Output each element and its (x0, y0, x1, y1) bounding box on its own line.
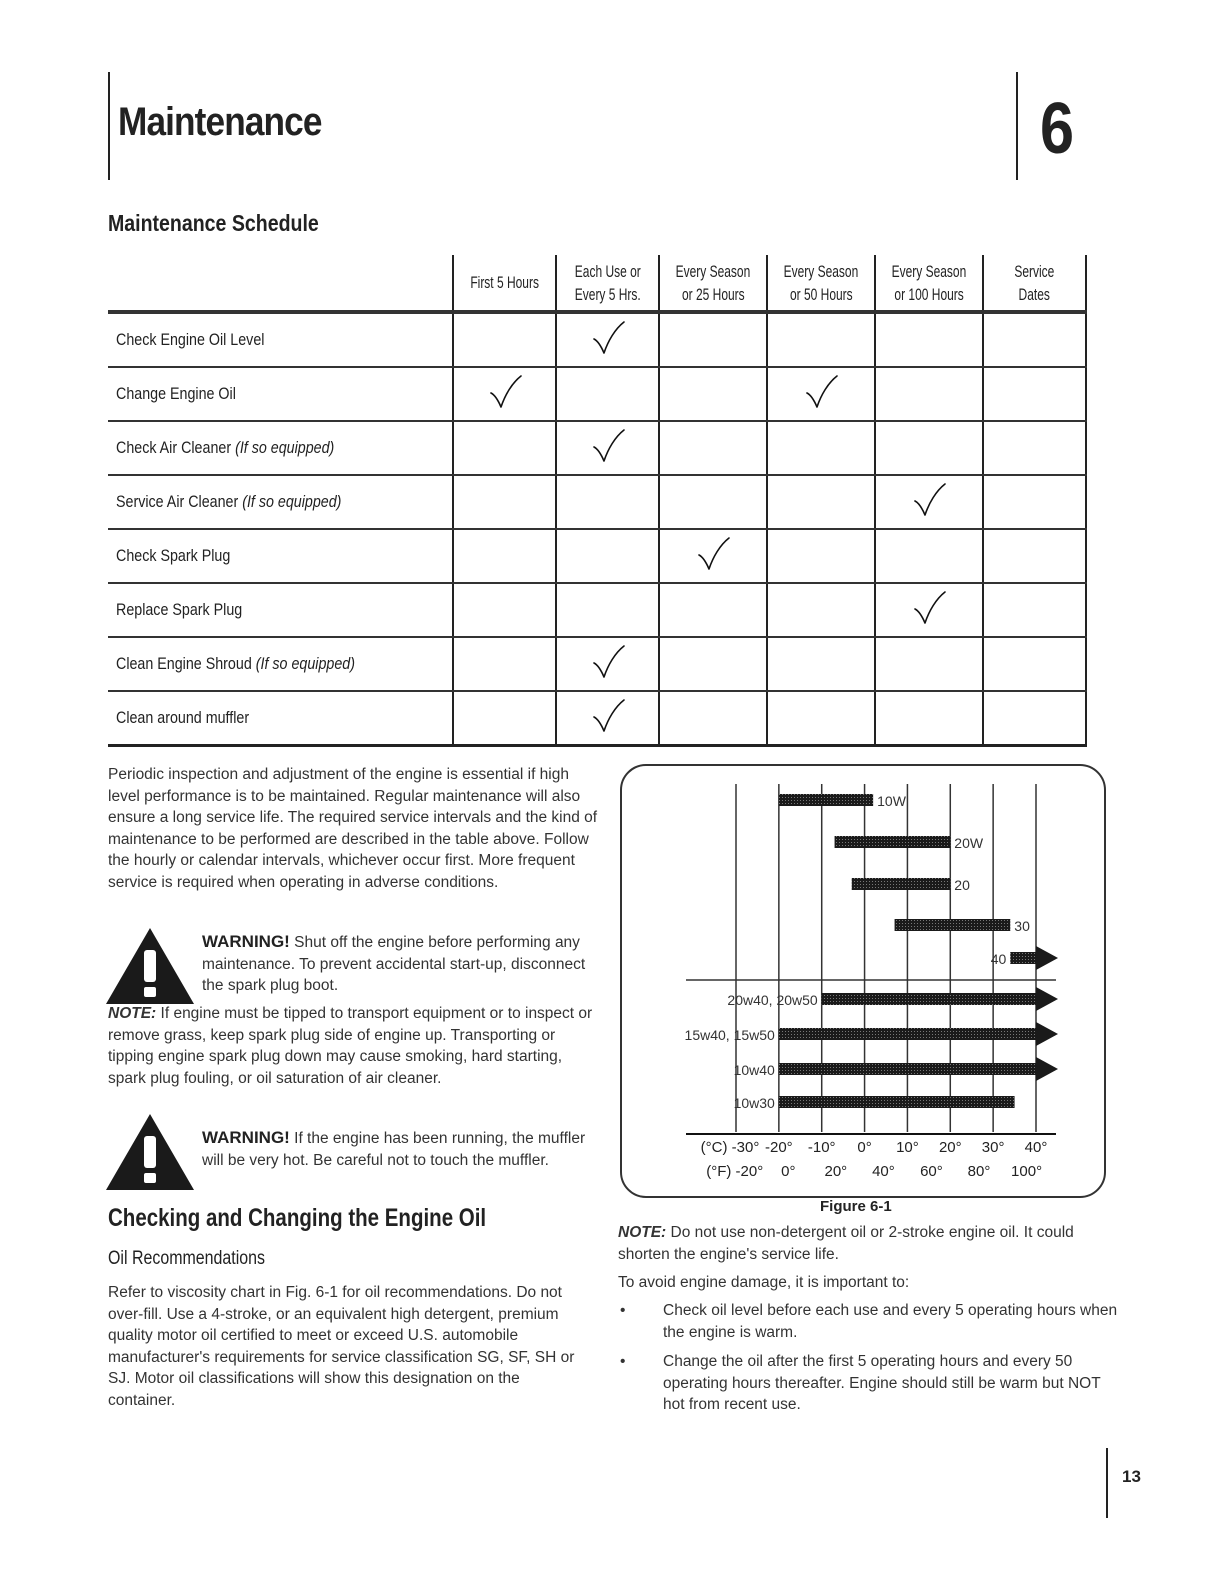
schedule-cell (659, 583, 767, 637)
header-line: Every Season (783, 261, 859, 281)
check-mark-icon (909, 481, 949, 519)
warning-1 (202, 931, 597, 997)
title-divider (108, 72, 110, 180)
schedule-cell (875, 529, 983, 583)
schedule-cell (767, 312, 875, 367)
schedule-cell (659, 691, 767, 746)
check-mark-icon (485, 373, 525, 411)
schedule-cell (983, 421, 1086, 475)
table-header-col-2 (556, 255, 659, 312)
chapter-number: 6 (1040, 89, 1075, 169)
fahrenheit-tick-label: 40° (872, 1163, 895, 1180)
bullet-dot: • (620, 1353, 626, 1370)
bar-20 (852, 878, 951, 890)
schedule-cell (453, 637, 556, 691)
note-1-text: If engine must be tipped to transport equipment or to inspect or remove grass, keep spark plug side of engine up. Transporting or tipping engine spark plug down may cause smoking, hard starting, spark plug fouling, or oil saturation of air cleaner. (108, 1005, 593, 1087)
note-2-label: NOTE: (618, 1224, 667, 1241)
schedule-cell (659, 312, 767, 367)
schedule-cell (659, 421, 767, 475)
bar-10w40 (779, 1063, 1036, 1075)
schedule-cell (556, 691, 659, 746)
table-row (108, 312, 1086, 367)
schedule-cell (659, 367, 767, 421)
task-cell (108, 421, 453, 475)
bar-20w (835, 836, 951, 848)
task-cell (108, 475, 453, 529)
schedule-cell (983, 637, 1086, 691)
schedule-cell (453, 691, 556, 746)
task-note: (If so equipped) (255, 654, 355, 673)
check-mark-icon (588, 643, 628, 681)
bar-40 (1010, 952, 1036, 964)
task-label: Check Engine Oil Level (116, 330, 265, 349)
schedule-cell (983, 529, 1086, 583)
schedule-cell (556, 583, 659, 637)
task-cell (108, 367, 453, 421)
header-line: First 5 Hours (470, 273, 539, 292)
bar-15w40-15w50 (779, 1028, 1036, 1040)
fahrenheit-tick-label: (°F) -20° (706, 1163, 764, 1180)
schedule-cell (767, 583, 875, 637)
page-number: 13 (1122, 1467, 1141, 1486)
task-label: Check Spark Plug (116, 546, 231, 565)
warning-triangle-icon (104, 1112, 196, 1192)
warning-1-label: WARNING! (202, 932, 290, 951)
oil-recommendations-subheading: Oil Recommendations (108, 1248, 266, 1269)
bar-10w (779, 794, 873, 806)
list-item-text: Check oil level before each use and every 5 operating hours when the engine is warm. (663, 1302, 1118, 1341)
damage-intro: To avoid engine damage, it is important to: (618, 1274, 910, 1291)
warning-1-text: Shut off the engine before performing any maintenance. To prevent accidental start-up, disconnect the spark plug boot. (202, 934, 586, 994)
schedule-cell (875, 637, 983, 691)
task-cell (108, 691, 453, 746)
list-item (618, 1351, 1118, 1416)
damage-bullet-list (618, 1300, 1118, 1424)
schedule-cell (556, 529, 659, 583)
bar-30 (895, 919, 1011, 931)
schedule-cell (983, 367, 1086, 421)
series-label: 40 (990, 951, 1007, 967)
header-line: Every 5 Hrs. (574, 284, 641, 304)
check-mark-icon (801, 373, 841, 411)
schedule-cell (453, 421, 556, 475)
note-2 (618, 1222, 1108, 1265)
arrow-head-icon (1036, 1022, 1058, 1046)
celsius-tick-label: 40° (1024, 1139, 1048, 1156)
task-cell (108, 529, 453, 583)
fahrenheit-tick-label: 100° (1011, 1163, 1043, 1180)
bullet-dot: • (620, 1302, 626, 1319)
schedule-cell (453, 367, 556, 421)
table-header-col-3 (659, 255, 767, 312)
schedule-cell (767, 529, 875, 583)
task-label: Change Engine Oil (116, 384, 236, 403)
warning-2-label: WARNING! (202, 1128, 290, 1147)
figure-caption: Figure 6-1 (820, 1198, 892, 1215)
bar-20w40-20w50 (822, 993, 1036, 1005)
check-mark-icon (588, 319, 628, 357)
header-line: or 50 Hours (789, 284, 853, 304)
schedule-cell (875, 312, 983, 367)
schedule-cell (453, 475, 556, 529)
table-header-col-6 (983, 255, 1086, 312)
header-line: Every Season (675, 261, 751, 281)
task-label: Replace Spark Plug (116, 600, 243, 619)
schedule-cell (453, 583, 556, 637)
arrow-head-icon (1036, 987, 1058, 1011)
celsius-tick-label: 0° (857, 1139, 872, 1156)
note-2-text: Do not use non-detergent oil or 2-stroke engine oil. It could shorten the engine's service life. (618, 1224, 1074, 1263)
series-label: 10w40 (733, 1062, 775, 1078)
celsius-tick-label: 20° (938, 1139, 962, 1156)
schedule-cell (767, 475, 875, 529)
schedule-cell (767, 421, 875, 475)
celsius-tick-label: -10° (807, 1139, 836, 1156)
arrow-head-icon (1036, 1057, 1058, 1081)
schedule-cell (659, 637, 767, 691)
celsius-tick-label: 10° (896, 1139, 919, 1156)
schedule-cell (875, 421, 983, 475)
fahrenheit-tick-label: 20° (824, 1163, 848, 1180)
table-row (108, 691, 1086, 746)
header-line: Each Use or (574, 261, 641, 281)
task-cell (108, 583, 453, 637)
series-label: 30 (1014, 918, 1030, 934)
celsius-tick-label: 30° (981, 1139, 1005, 1156)
schedule-cell (875, 583, 983, 637)
check-mark-icon (909, 589, 949, 627)
task-cell (108, 637, 453, 691)
series-label: 20 (954, 877, 970, 893)
header-line: Dates (1018, 284, 1050, 304)
table-row (108, 529, 1086, 583)
check-mark-icon (693, 535, 733, 573)
series-label: 20w40, 20w50 (727, 992, 818, 1008)
chapter-divider (1016, 72, 1018, 180)
celsius-tick-label: (°C) -30° (700, 1139, 760, 1156)
schedule-cell (453, 312, 556, 367)
check-mark-icon (588, 697, 628, 735)
schedule-heading: Maintenance Schedule (108, 210, 319, 236)
page-title: Maintenance (118, 100, 322, 144)
header-line: Every Season (891, 261, 966, 281)
task-label: Clean around muffler (116, 708, 250, 727)
arrow-head-icon (1036, 946, 1058, 970)
table-row (108, 637, 1086, 691)
task-note: (If so equipped) (242, 492, 342, 511)
table-header-col-4 (767, 255, 875, 312)
series-label: 10w30 (733, 1095, 775, 1111)
table-row (108, 421, 1086, 475)
schedule-cell (767, 691, 875, 746)
fahrenheit-tick-label: 80° (967, 1163, 991, 1180)
list-item-text: Change the oil after the first 5 operating hours and every 50 operating hours thereafter. Engine should still be warm but NOT hot from recent use. (663, 1353, 1101, 1413)
task-label: Service Air Cleaner (116, 492, 239, 511)
note-1-label: NOTE: (108, 1005, 157, 1022)
page-number-divider (1106, 1448, 1108, 1518)
task-label: Clean Engine Shroud (116, 654, 252, 673)
schedule-cell (875, 475, 983, 529)
schedule-cell (983, 312, 1086, 367)
check-mark-icon (588, 427, 628, 465)
table-header-col-5 (875, 255, 983, 312)
viscosity-chart (620, 764, 1106, 1198)
table-row (108, 367, 1086, 421)
table-header-blank (108, 255, 453, 312)
schedule-cell (453, 529, 556, 583)
schedule-cell (556, 421, 659, 475)
schedule-cell (659, 529, 767, 583)
schedule-cell (659, 475, 767, 529)
note-1 (108, 1003, 598, 1089)
schedule-cell (767, 637, 875, 691)
task-cell (108, 312, 453, 367)
intro-paragraph: Periodic inspection and adjustment of the engine is essential if high level performance is to be maintained. Regular maintenance will also ensure a long service life. The required service intervals and the kind of maintenance to be performed are described in the table above. Follow the hourly or calendar intervals, whichever occur first. More frequent service is required when operating in adverse conditions. (108, 766, 598, 891)
schedule-cell (556, 475, 659, 529)
header-line: or 25 Hours (681, 284, 745, 304)
schedule-cell (556, 312, 659, 367)
task-note: (If so equipped) (235, 438, 335, 457)
warning-2-text: If the engine has been running, the muffler will be very hot. Be careful not to touch the muffler. (202, 1130, 586, 1169)
schedule-cell (983, 583, 1086, 637)
fahrenheit-tick-label: 60° (920, 1163, 943, 1180)
schedule-cell (875, 367, 983, 421)
schedule-cell (983, 691, 1086, 746)
series-label: 15w40, 15w50 (684, 1027, 775, 1043)
header-line: Service (1014, 261, 1055, 281)
header-line: or 100 Hours (893, 284, 964, 304)
fahrenheit-tick-label: 0° (781, 1163, 796, 1180)
schedule-cell (875, 691, 983, 746)
series-label: 20W (954, 835, 984, 851)
task-label: Check Air Cleaner (116, 438, 232, 457)
schedule-cell (556, 637, 659, 691)
schedule-cell (983, 475, 1086, 529)
series-label: 10W (877, 793, 906, 809)
oil-section-heading: Checking and Changing the Engine Oil (108, 1204, 487, 1232)
list-item (618, 1300, 1118, 1343)
schedule-cell (767, 367, 875, 421)
celsius-tick-label: -20° (765, 1139, 793, 1156)
warning-2 (202, 1127, 597, 1171)
oil-recommendations-paragraph: Refer to viscosity chart in Fig. 6-1 for oil recommendations. Do not over-fill. Use a 4-stroke, or an equivalent high detergent, premium quality motor oil certified to meet or exceed U.S. automobile manufacturer's requirements for service classification SG, SF, SH or SJ. Motor oil classifications will show this designation on the container. (108, 1284, 575, 1409)
bar-10w30 (779, 1096, 1015, 1108)
table-row (108, 583, 1086, 637)
maintenance-schedule-table (108, 255, 1087, 747)
schedule-cell (556, 367, 659, 421)
table-row (108, 475, 1086, 529)
table-header-row (108, 255, 1086, 312)
table-header-col-1 (453, 255, 556, 312)
warning-triangle-icon (104, 926, 196, 1006)
